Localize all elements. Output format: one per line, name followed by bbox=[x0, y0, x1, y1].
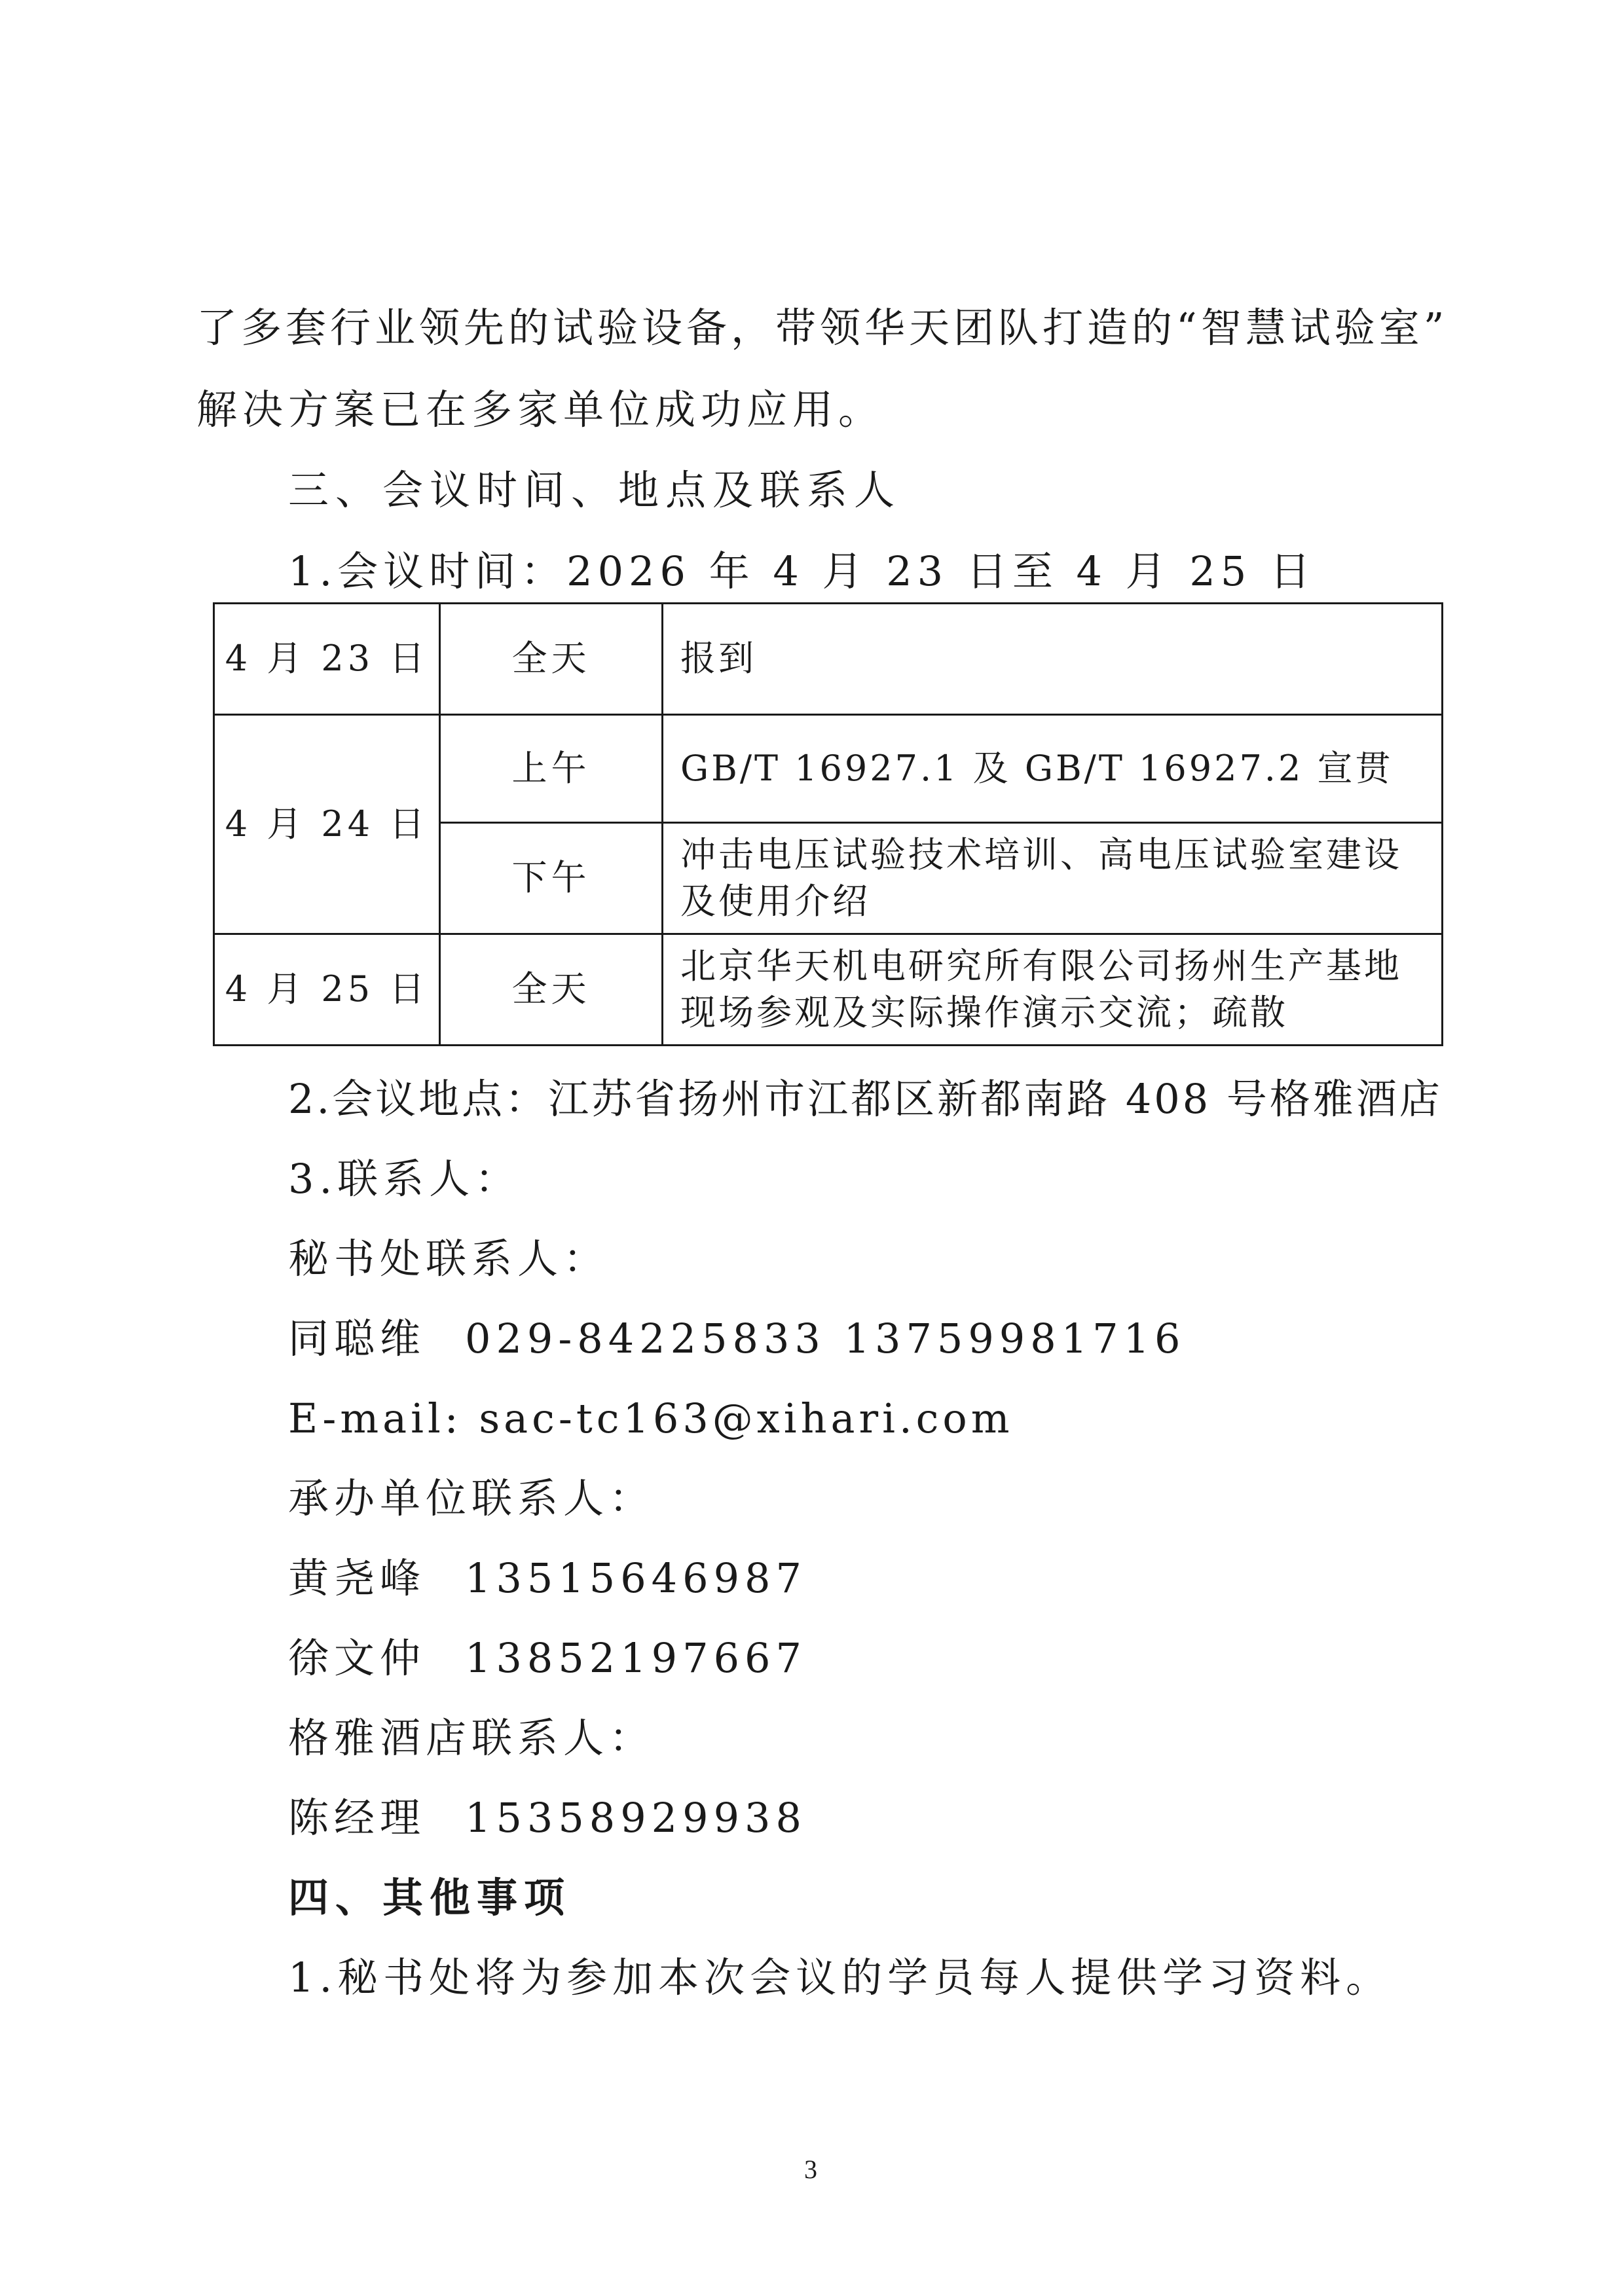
page-number: 3 bbox=[804, 2155, 817, 2184]
meeting-time-line: 1.会议时间：2026 年 4 月 23 日至 4 月 25 日 bbox=[288, 547, 1316, 595]
schedule-item-line: 现场参观及实际操作演示交流；疏散 bbox=[680, 991, 1288, 1033]
section-3-heading: 三、会议时间、地点及联系人 bbox=[288, 466, 902, 514]
contact-phone: 13852197667 bbox=[465, 1634, 807, 1682]
schedule-row bbox=[214, 604, 1443, 715]
schedule-item-cell: GB/T 16927.1 及 GB/T 16927.2 宣贯 bbox=[663, 715, 1443, 823]
contact-phones: 029-84225833 13759981716 bbox=[465, 1315, 1186, 1362]
contact-phone: 13515646987 bbox=[465, 1554, 807, 1602]
other-item-1: 1.秘书处将为参加本次会议的学员每人提供学习资料。 bbox=[288, 1954, 1392, 2001]
schedule-item-cell bbox=[663, 934, 1443, 1046]
schedule-item-cell bbox=[663, 823, 1443, 934]
schedule-item-line: 及使用介绍 bbox=[680, 880, 870, 922]
contact-name: 黄尧峰 bbox=[288, 1554, 426, 1602]
schedule-period-cell: 全天 bbox=[440, 604, 663, 715]
secretariat-contact-label: 秘书处联系人： bbox=[288, 1235, 610, 1283]
schedule-period-cell: 下午 bbox=[440, 823, 663, 934]
contact-name: 徐文仲 bbox=[288, 1634, 426, 1682]
meeting-location-line: 2.会议地点：江苏省扬州市江都区新都南路 408 号格雅酒店 bbox=[288, 1075, 1443, 1123]
schedule-item-line: 冲击电压试验技术培训、高电压试验室建设 bbox=[680, 834, 1402, 876]
organizer-contact-line bbox=[288, 1634, 807, 1682]
section-4-heading: 四、其他事项 bbox=[288, 1874, 572, 1922]
email-line: E-mail: sac-tc163@xihari.com bbox=[288, 1394, 1014, 1442]
schedule-date-cell: 4 月 25 日 bbox=[214, 934, 440, 1046]
secretariat-contact-line bbox=[288, 1315, 1186, 1362]
paragraph-continuation-line-1: 了多套行业领先的试验设备，带领华天团队打造的“智慧试验室” bbox=[196, 304, 1449, 352]
hotel-contact-label: 格雅酒店联系人： bbox=[288, 1714, 655, 1762]
schedule-row bbox=[214, 715, 1443, 823]
schedule-period-cell: 全天 bbox=[440, 934, 663, 1046]
organizer-contact-label: 承办单位联系人： bbox=[288, 1474, 655, 1522]
schedule-table bbox=[213, 602, 1443, 1046]
contact-name: 陈经理 bbox=[288, 1794, 426, 1842]
schedule-period-cell: 上午 bbox=[440, 715, 663, 823]
contact-phone: 15358929938 bbox=[465, 1794, 807, 1842]
hotel-contact-line bbox=[288, 1794, 807, 1842]
organizer-contact-line bbox=[288, 1554, 807, 1602]
schedule-date-cell: 4 月 24 日 bbox=[214, 715, 440, 934]
paragraph-continuation-line-2: 解决方案已在多家单位成功应用。 bbox=[196, 386, 885, 433]
schedule-row bbox=[214, 934, 1443, 1046]
contact-heading: 3.联系人： bbox=[288, 1155, 521, 1203]
schedule-item-cell: 报到 bbox=[663, 604, 1443, 715]
contact-name: 同聪维 bbox=[288, 1315, 426, 1362]
schedule-item-line: 北京华天机电研究所有限公司扬州生产基地 bbox=[680, 945, 1402, 987]
schedule-date-cell: 4 月 23 日 bbox=[214, 604, 440, 715]
